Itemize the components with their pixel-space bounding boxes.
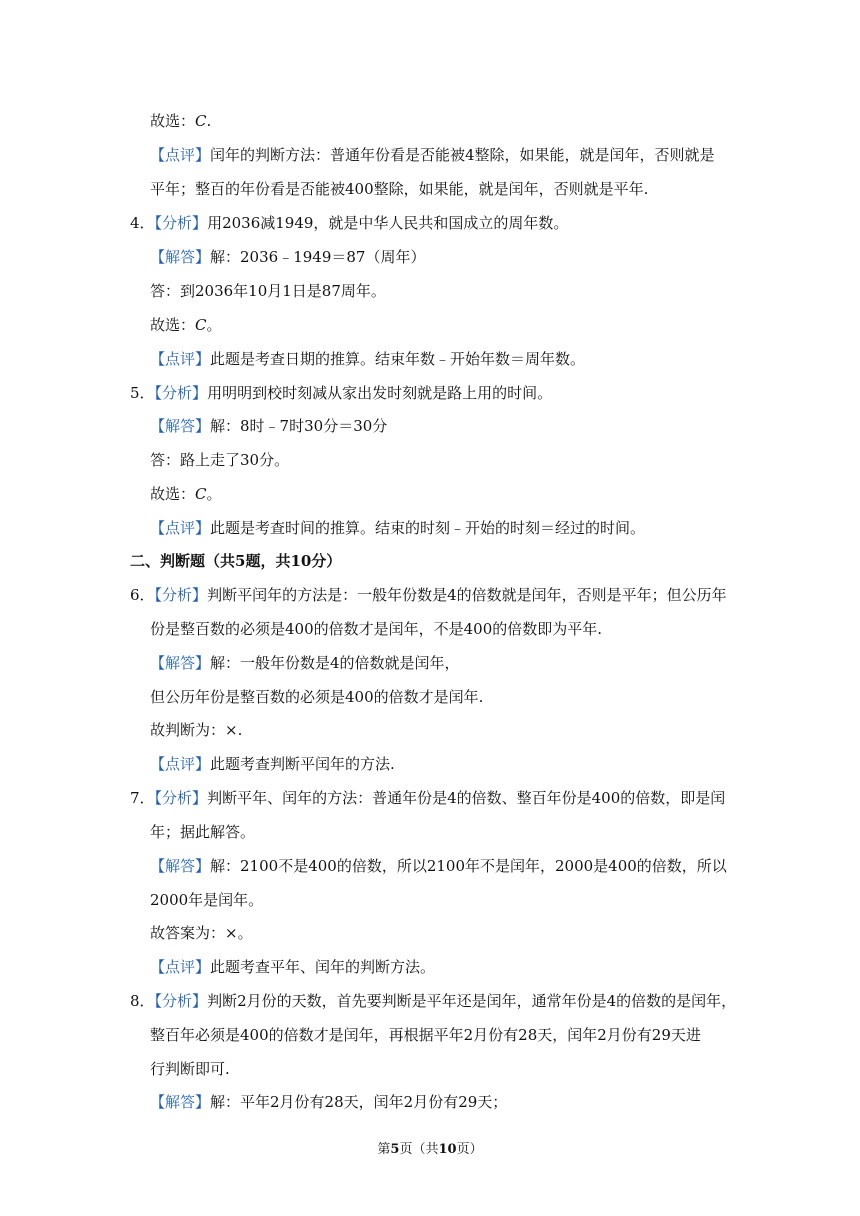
q7-comment: 【点评】此题考查平年、闰年的判断方法。 — [150, 958, 436, 976]
q7-analysis-cont: 年；据此解答。 — [150, 823, 256, 841]
question-number: 8． — [130, 992, 155, 1010]
q6-solution: 【解答】解：一般年份数是4的倍数就是闰年， — [150, 654, 460, 672]
total-pages: 10 — [438, 1142, 457, 1157]
question-number: 7． — [130, 789, 155, 807]
comment-tag: 【点评】 — [150, 350, 211, 368]
q3-choice: 故选：C. — [150, 112, 212, 130]
q6-analysis: 6．【分析】判断平闰年的方法是：一般年份数是4的倍数就是闰年，否则是平年；但公历年 — [130, 586, 727, 604]
q6-solution-cont: 但公历年份是整百数的必须是400的倍数才是闰年. — [150, 688, 484, 706]
section-heading: 二、判断题（共5题，共10分） — [130, 552, 342, 570]
analysis-tag: 【分析】 — [154, 586, 208, 604]
q7-solution: 【解答】解：2100不是400的倍数，所以2100年不是闰年，2000是400的倍数，所以 — [150, 857, 727, 875]
q8-analysis-cont2: 行判断即可. — [150, 1060, 230, 1078]
comment-tag: 【点评】 — [150, 519, 211, 537]
q7-analysis: 7．【分析】判断平年、闰年的方法：普通年份是4的倍数、整百年份是400的倍数，即是闰 — [130, 789, 726, 807]
q6-verdict: 故判断为：×. — [150, 721, 243, 739]
page-number: 5 — [390, 1142, 400, 1157]
q3-comment-cont: 平年；整百的年份看是否能被400整除，如果能，就是闰年，否则就是平年. — [150, 180, 649, 198]
comment-tag: 【点评】 — [150, 958, 211, 976]
q4-answer: 答：到2036年10月1日是87周年。 — [150, 282, 386, 300]
q7-solution-cont: 2000年是闰年。 — [150, 891, 264, 909]
analysis-tag: 【分析】 — [154, 214, 208, 232]
analysis-tag: 【分析】 — [154, 992, 208, 1010]
q8-analysis: 8．【分析】判断2月份的天数，首先要判断是平年还是闰年，通常年份是4的倍数的是闰年， — [130, 992, 737, 1010]
q3-comment: 【点评】闰年的判断方法：普通年份看是否能被4整除，如果能，就是闰年，否则就是 — [150, 146, 715, 164]
q4-solution: 【解答】解：2036﹣1949＝87（周年） — [150, 248, 426, 266]
solution-tag: 【解答】 — [150, 1093, 211, 1111]
analysis-tag: 【分析】 — [154, 789, 208, 807]
question-number: 6． — [130, 586, 155, 604]
solution-tag: 【解答】 — [150, 248, 211, 266]
solution-tag: 【解答】 — [150, 654, 211, 672]
question-number: 5． — [130, 384, 155, 402]
q5-choice: 故选：C。 — [150, 485, 222, 503]
q5-comment: 【点评】此题是考查时间的推算。结束的时刻﹣开始的时刻＝经过的时间。 — [150, 519, 646, 537]
page-footer: 第5页（共10页） — [377, 1142, 483, 1157]
q6-analysis-cont: 份是整百数的必须是400的倍数才是闰年，不是400的倍数即为平年. — [150, 620, 603, 638]
q4-comment: 【点评】此题是考查日期的推算。结束年数﹣开始年数＝周年数。 — [150, 350, 586, 368]
comment-tag: 【点评】 — [150, 755, 211, 773]
q7-verdict: 故答案为：×。 — [150, 924, 253, 942]
q8-analysis-cont: 整百年必须是400的倍数才是闰年，再根据平年2月份有28天，闰年2月份有29天进 — [150, 1026, 701, 1044]
question-number: 4． — [130, 214, 155, 232]
q8-solution: 【解答】解：平年2月份有28天，闰年2月份有29天； — [150, 1093, 508, 1111]
q5-analysis: 5．【分析】用明明到校时刻减从家出发时刻就是路上用的时间。 — [130, 384, 553, 402]
analysis-tag: 【分析】 — [154, 384, 208, 402]
q4-analysis: 4．【分析】用2036减1949，就是中华人民共和国成立的周年数。 — [130, 214, 569, 232]
q4-choice: 故选：C。 — [150, 316, 222, 334]
q5-solution: 【解答】解：8时﹣7时30分＝30分 — [150, 417, 388, 435]
comment-tag: 【点评】 — [150, 146, 211, 164]
solution-tag: 【解答】 — [150, 857, 211, 875]
q5-answer: 答：路上走了30分。 — [150, 451, 290, 469]
q6-comment: 【点评】此题考查判断平闰年的方法. — [150, 755, 395, 773]
solution-tag: 【解答】 — [150, 417, 211, 435]
